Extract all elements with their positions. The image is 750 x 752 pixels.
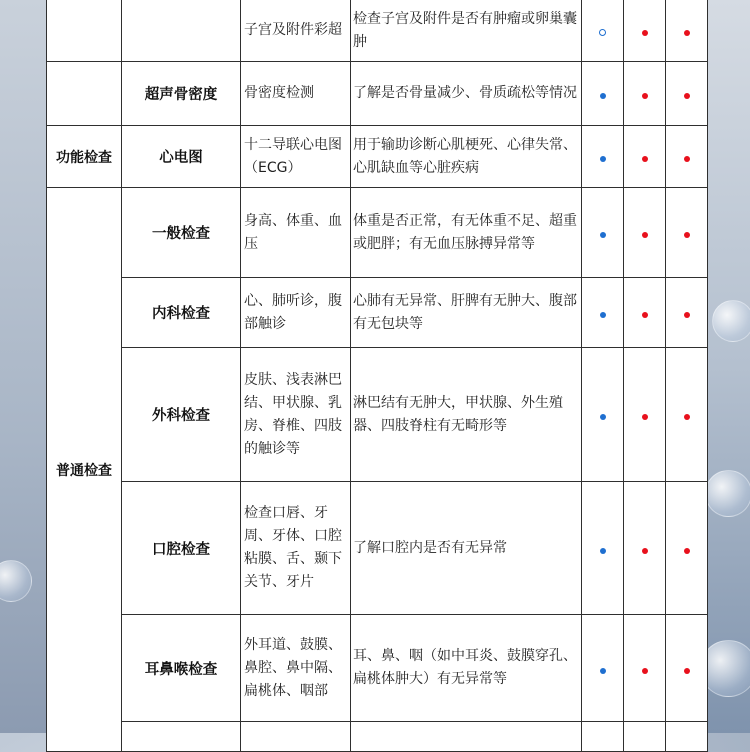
- exam-description: 心肺有无异常、肝脾有无肿大、腹部有无包块等: [351, 278, 582, 348]
- table-row: [47, 615, 708, 722]
- exam-description: 了解是否骨量减少、骨质疏松等情况: [351, 62, 582, 126]
- mark-dot: [684, 30, 690, 36]
- background-left-panel: [0, 0, 48, 733]
- package-mark: [666, 348, 708, 482]
- mark-dot: [642, 668, 648, 674]
- table-row: [47, 722, 708, 752]
- table-row: [47, 348, 708, 482]
- category-cell: 功能检查: [47, 126, 122, 188]
- mark-dot: [684, 414, 690, 420]
- mark-dot: [642, 548, 648, 554]
- mark-dot: [642, 30, 648, 36]
- exam-name: [122, 722, 241, 752]
- mark-dot: [684, 232, 690, 238]
- package-mark: [582, 62, 624, 126]
- exam-description: 了解口腔内是否有无异常: [351, 482, 582, 615]
- exam-name: 内科检查: [122, 278, 241, 348]
- package-mark: [582, 188, 624, 278]
- package-mark: [666, 62, 708, 126]
- package-mark: [582, 722, 624, 752]
- exam-item: 皮肤、浅表淋巴结、甲状腺、乳房、脊椎、四肢的触诊等: [241, 348, 351, 482]
- exam-name: 口腔检查: [122, 482, 241, 615]
- exam-description: 检查子宫及附件是否有肿瘤或卵巢囊肿: [351, 0, 582, 62]
- category-cell: [47, 0, 122, 62]
- category-cell: [47, 62, 122, 126]
- mark-dot: [600, 548, 606, 554]
- exam-item: 身高、体重、血压: [241, 188, 351, 278]
- mark-dot: [684, 668, 690, 674]
- exam-item: [241, 722, 351, 752]
- package-mark: [582, 482, 624, 615]
- table-row: [47, 482, 708, 615]
- mark-dot: [600, 312, 606, 318]
- mark-dot: [684, 93, 690, 99]
- package-mark: [666, 126, 708, 188]
- background-right-panel: [702, 0, 750, 733]
- mark-dot: [600, 93, 606, 99]
- table-row: [47, 0, 708, 62]
- mark-dot: [642, 232, 648, 238]
- package-mark: [666, 722, 708, 752]
- table-row: [47, 62, 708, 126]
- category-cell: 普通检查: [47, 188, 122, 752]
- mark-dot: [600, 156, 606, 162]
- exam-description: 用于输助诊断心肌梗死、心律失常、心肌缺血等心脏疾病: [351, 126, 582, 188]
- package-mark: [624, 348, 666, 482]
- table-row: [47, 126, 708, 188]
- package-mark: [624, 188, 666, 278]
- mark-dot: [642, 312, 648, 318]
- package-mark: [624, 615, 666, 722]
- mark-dot: [684, 156, 690, 162]
- exam-name: 心电图: [122, 126, 241, 188]
- decorative-bubble: [712, 300, 750, 342]
- exam-item: 心、肺听诊，腹部触诊: [241, 278, 351, 348]
- package-mark: [624, 722, 666, 752]
- exam-description: 淋巴结有无肿大，甲状腺、外生殖器、四肢脊柱有无畸形等: [351, 348, 582, 482]
- package-mark: [624, 482, 666, 615]
- mark-dot: [684, 548, 690, 554]
- exam-name: 外科检查: [122, 348, 241, 482]
- package-mark: [624, 278, 666, 348]
- mark-dot: [600, 668, 606, 674]
- exam-item: 外耳道、鼓膜、鼻腔、鼻中隔、扁桃体、咽部: [241, 615, 351, 722]
- exam-description: 体重是否正常，有无体重不足、超重或肥胖；有无血压脉搏异常等: [351, 188, 582, 278]
- mark-dot: [642, 414, 648, 420]
- mark-dot: [599, 29, 606, 36]
- package-mark: [582, 0, 624, 62]
- table-row: [47, 188, 708, 278]
- package-mark: [624, 62, 666, 126]
- mark-dot: [600, 414, 606, 420]
- package-mark: [666, 188, 708, 278]
- exam-item: 子宫及附件彩超: [241, 0, 351, 62]
- exam-description: 耳、鼻、咽（如中耳炎、鼓膜穿孔、扁桃体肿大）有无异常等: [351, 615, 582, 722]
- package-mark: [666, 0, 708, 62]
- exam-name: 一般检查: [122, 188, 241, 278]
- package-mark: [582, 615, 624, 722]
- exam-package-table: [46, 0, 708, 752]
- package-mark: [666, 615, 708, 722]
- package-mark: [582, 278, 624, 348]
- exam-name: 超声骨密度: [122, 62, 241, 126]
- exam-item: 检查口唇、牙周、牙体、口腔粘膜、舌、颞下关节、牙片: [241, 482, 351, 615]
- package-mark: [666, 278, 708, 348]
- exam-name: [122, 0, 241, 62]
- package-mark: [666, 482, 708, 615]
- mark-dot: [600, 232, 606, 238]
- package-mark: [624, 126, 666, 188]
- package-mark: [624, 0, 666, 62]
- decorative-bubble: [705, 470, 750, 517]
- package-mark: [582, 126, 624, 188]
- mark-dot: [684, 312, 690, 318]
- package-mark: [582, 348, 624, 482]
- exam-item: 骨密度检测: [241, 62, 351, 126]
- mark-dot: [642, 156, 648, 162]
- exam-item: 十二导联心电图（ECG）: [241, 126, 351, 188]
- exam-description: [351, 722, 582, 752]
- table-row: [47, 278, 708, 348]
- exam-name: 耳鼻喉检查: [122, 615, 241, 722]
- mark-dot: [642, 93, 648, 99]
